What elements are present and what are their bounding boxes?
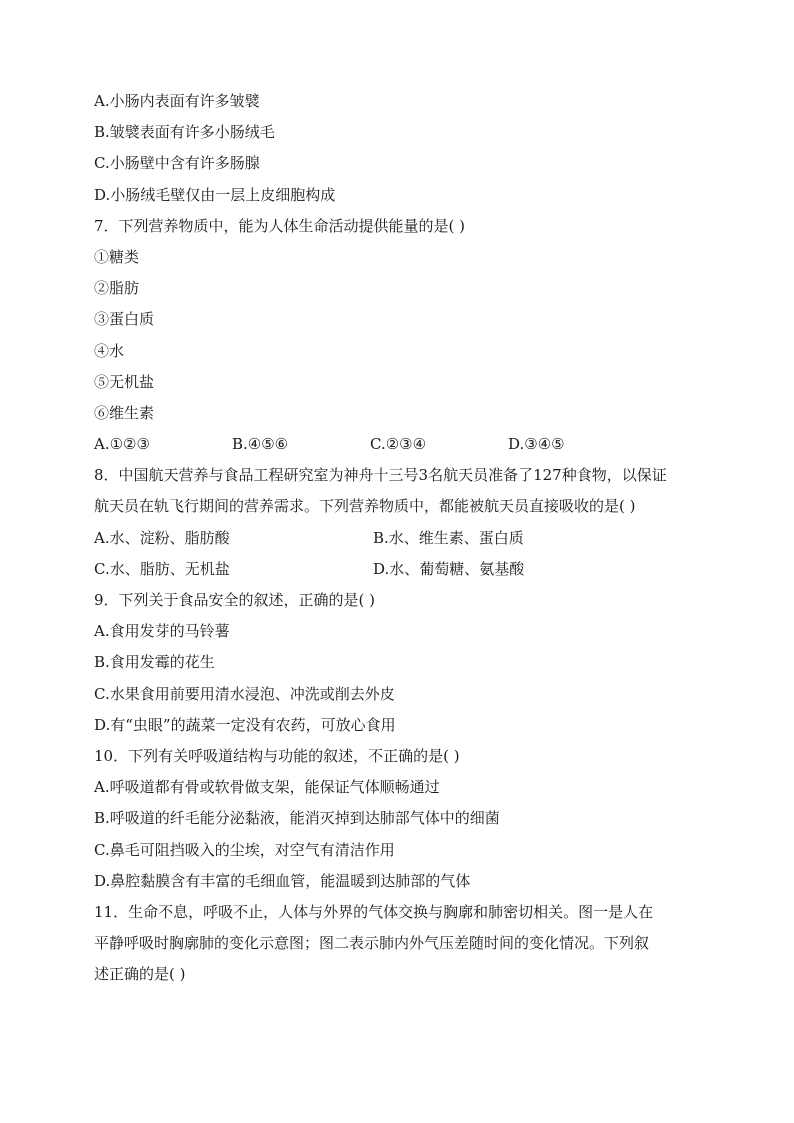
q7-option-a: A.①②③ <box>94 435 150 454</box>
q7-option-d: D.③④⑤ <box>508 435 565 454</box>
q11-stem-line-1: 11．生命不息，呼吸不止，人体与外界的气体交换与胸廓和肺密切相关。图一是人在 <box>94 902 654 921</box>
q8-option-c: C.水、脂肪、无机盐 <box>94 559 230 578</box>
q6-option-c: C.小肠壁中含有许多肠腺 <box>94 154 260 173</box>
q6-option-a: A.小肠内表面有许多皱襞 <box>94 92 260 110</box>
q8-stem-line-2: 航天员在轨飞行期间的营养需求。下列营养物质中，都能被航天员直接吸收的是( ) <box>94 497 636 516</box>
q10-option-a: A.呼吸道都有骨或软骨做支架，能保证气体顺畅通过 <box>94 778 440 797</box>
q10-option-d: D.鼻腔黏膜含有丰富的毛细血管，能温暖到达肺部的气体 <box>94 871 471 890</box>
q6-option-b: B.皱襞表面有许多小肠绒毛 <box>94 123 275 142</box>
q7-item-6: ⑥维生素 <box>94 403 155 422</box>
q7-item-4: ④水 <box>94 341 125 360</box>
q9-option-d: D.有“虫眼”的蔬菜一定没有农药，可放心食用 <box>94 715 396 734</box>
q10-stem: 10．下列有关呼吸道结构与功能的叙述，不正确的是( ) <box>94 746 460 765</box>
q10-option-c: C.鼻毛可阻挡吸入的尘埃，对空气有清洁作用 <box>94 840 395 859</box>
q7-item-3: ③蛋白质 <box>94 310 155 329</box>
q11-stem-line-2: 平静呼吸时胸廓肺的变化示意图；图二表示肺内外气压差随时间的变化情况。下列叙 <box>94 934 650 953</box>
q7-option-c: C.②③④ <box>370 435 427 454</box>
q6-option-d: D.小肠绒毛壁仅由一层上皮细胞构成 <box>94 185 336 204</box>
q7-item-2: ②脂肪 <box>94 279 140 298</box>
q8-option-b: B.水、维生素、蛋白质 <box>373 528 524 547</box>
q7-item-5: ⑤无机盐 <box>94 372 155 391</box>
q10-option-b: B.呼吸道的纤毛能分泌黏液，能消灭掉到达肺部气体中的细菌 <box>94 809 500 828</box>
q7-stem: 7．下列营养物质中，能为人体生命活动提供能量的是( ) <box>94 216 466 235</box>
q8-options-row-1 <box>94 528 714 548</box>
q7-option-b: B.④⑤⑥ <box>232 435 289 454</box>
q11-stem-line-3: 述正确的是( ) <box>94 965 186 984</box>
q9-option-a: A.食用发芽的马铃薯 <box>94 622 230 641</box>
q7-item-1: ①糖类 <box>94 247 140 266</box>
q9-stem: 9．下列关于食品安全的叙述，正确的是( ) <box>94 591 376 609</box>
q8-option-a: A.水、淀粉、脂肪酸 <box>94 528 230 547</box>
q7-options <box>94 434 714 454</box>
question-content <box>94 91 714 995</box>
q8-option-d: D.水、葡萄糖、氨基酸 <box>373 559 525 578</box>
q9-option-c: C.水果食用前要用清水浸泡、冲洗或削去外皮 <box>94 684 395 703</box>
q9-option-b: B.食用发霉的花生 <box>94 653 215 672</box>
q8-options-row-2 <box>94 559 714 579</box>
q8-stem-line-1: 8．中国航天营养与食品工程研究室为神舟十三号3名航天员准备了127种食物，以保证 <box>94 466 667 485</box>
